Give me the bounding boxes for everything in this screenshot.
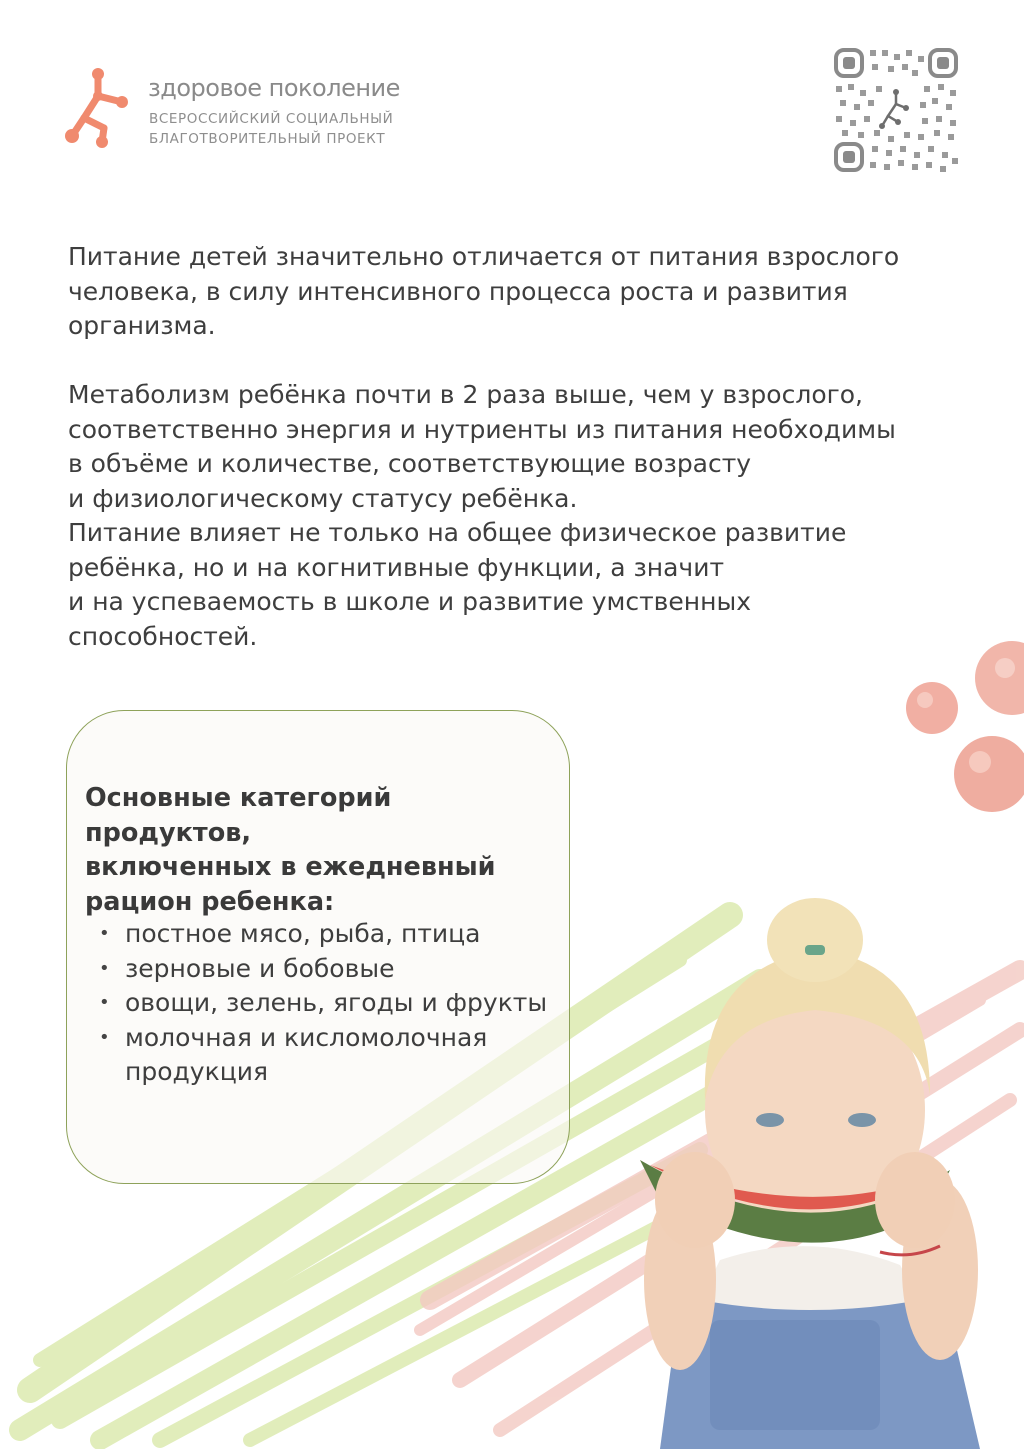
qr-code-icon[interactable] xyxy=(832,46,960,174)
list-item: • молочная и кисломолочная продукция xyxy=(97,1021,567,1090)
molecule-logo-icon xyxy=(64,66,134,150)
intro-paragraph-2: Метаболизм ребёнка почти в 2 раза выше, чем у взрослого, соответственно энергия и нутриенты из питания необходимы в объёме и количестве, соответствующие возрасту и физиологическому статусу ребёнка. Питание влияет не только на общее физическое развитие ребёнка, но и на когнитивные функции, а значит и на успеваемость в школе и развитие умственных способностей. xyxy=(68,380,896,651)
products-card xyxy=(66,710,570,1184)
child-eating-watermelon-photo xyxy=(600,880,1024,1449)
products-list xyxy=(97,917,567,1090)
brand-subtitle-line1: ВСЕРОССИЙСКИЙ СОЦИАЛЬНЫЙ xyxy=(149,111,394,127)
intro-paragraph-1: Питание детей значительно отличается от питания взрослого человека, в силу интенсивного процесса роста и развития организма. xyxy=(68,242,900,340)
intro-text xyxy=(68,240,948,654)
list-item: • овощи, зелень, ягоды и фрукты xyxy=(97,986,567,1021)
berry-small xyxy=(906,682,958,734)
card-title: Основные категорий продуктов, включенных в ежедневный рацион ребенка: xyxy=(85,783,496,917)
brand-subtitle-line2: БЛАГОТВОРИТЕЛЬНЫЙ ПРОЕКТ xyxy=(149,131,386,147)
list-item: • зерновые и бобовые xyxy=(97,952,567,987)
list-item: • постное мясо, рыба, птица xyxy=(97,917,567,952)
brand-name: здоровое поколение xyxy=(148,74,400,102)
berry-large xyxy=(954,736,1024,812)
berry-top-right xyxy=(975,641,1024,715)
berry-decorations xyxy=(906,641,1024,812)
